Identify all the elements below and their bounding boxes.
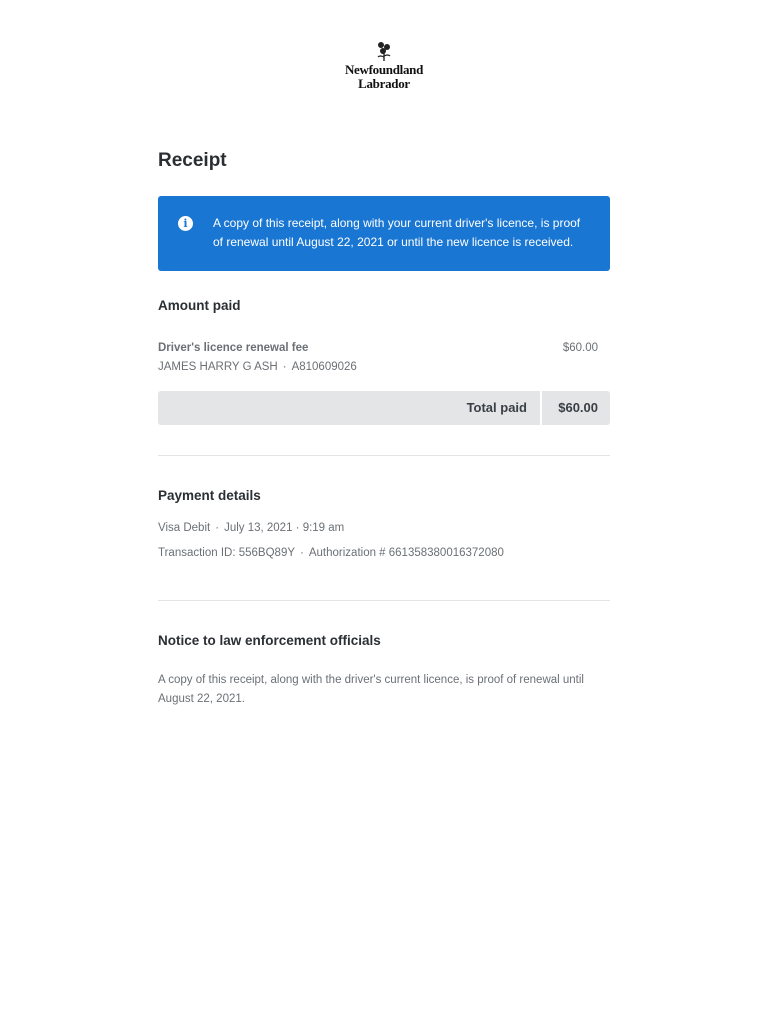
total-divider: [540, 391, 542, 425]
logo-line-1: Newfoundland: [344, 62, 424, 77]
info-icon: i: [178, 216, 193, 231]
page-title: Receipt: [158, 150, 227, 171]
notice-text: A copy of this receipt, along with the driver's current licence, is proof of renewal until August 22, 2021.: [158, 674, 584, 705]
notice-heading: Notice to law enforcement officials: [158, 633, 381, 648]
fee-holder-info: [158, 361, 357, 373]
payment-method-line: [158, 522, 344, 534]
government-logo: [338, 40, 430, 96]
separator-dot: ·: [215, 522, 220, 534]
fee-line-item: [158, 342, 610, 382]
separator-dot: ·: [282, 361, 287, 373]
licence-number: A810609026: [291, 361, 357, 373]
total-paid-label: Total paid: [466, 400, 527, 415]
payment-datetime: July 13, 2021 · 9:19 am: [224, 522, 345, 534]
info-banner-text: A copy of this receipt, along with your current driver's licence, is proof of renewal until August 22, 2021 or until the new licence is received.: [213, 216, 581, 249]
total-paid-bar: [158, 391, 610, 425]
section-divider: [158, 600, 610, 601]
info-banner: [158, 196, 610, 271]
logo-line-2: Labrador: [358, 76, 410, 91]
fee-amount: $60.00: [562, 342, 598, 354]
transaction-id: Transaction ID: 556BQ89Y: [158, 547, 296, 559]
licence-holder-name: JAMES HARRY G ASH: [158, 361, 278, 373]
total-paid-amount: $60.00: [558, 400, 598, 415]
fee-name: Driver's licence renewal fee: [158, 342, 309, 354]
payment-details-heading: Payment details: [158, 488, 261, 503]
authorization-number: Authorization # 661358380016372080: [308, 547, 504, 559]
amount-paid-heading: Amount paid: [158, 298, 241, 313]
transaction-line: [158, 547, 504, 559]
section-divider: [158, 455, 610, 456]
pitcher-plant-logo: [373, 40, 395, 62]
payment-method: Visa Debit: [158, 522, 211, 534]
separator-dot: ·: [300, 547, 304, 559]
